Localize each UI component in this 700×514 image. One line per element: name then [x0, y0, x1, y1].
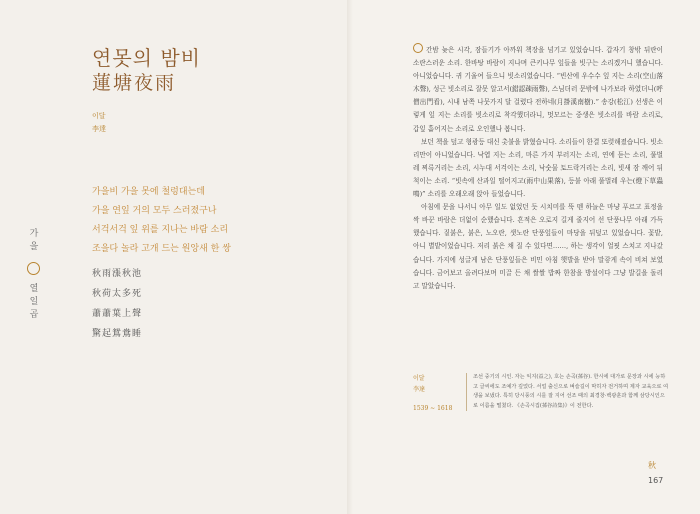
book-gutter: [347, 0, 353, 514]
poem-title-hanja: 蓮塘夜雨: [92, 72, 177, 94]
author-name-hanja: 李達: [92, 125, 106, 133]
poem-line: 秋荷太多死: [92, 289, 143, 299]
season-mark: 秋: [648, 461, 656, 470]
note-author-hanja: 李達: [413, 386, 426, 393]
season-label: 가을: [27, 228, 38, 254]
circle-icon: [27, 262, 40, 275]
poem-line: 가을 연잎 거의 모두 스러졌구나: [92, 206, 217, 216]
commentary-paragraph: 보던 책을 덮고 형광등 대신 촛불을 밝혔습니다. 소리들이 한결 또렷해졌습니다. 빗소리만이 아니었습니다. 낙엽 지는 소리, 마른 가지 부러지는 소리, 연에 듣는 소리, 풀벌레 찌륵거리는 소리, 시누대 서걱이는 소리, 낙숫물 토드락거리는 소리, 빗새 잠 깨어 뒤척이는 소리. “빗속에 산과일 떨어지고(雨中山果落), 등불 아래 풀벌레 우는(燈下草蟲鳴)” 소리를 오래오래 앉아 들었습니다.: [413, 137, 663, 199]
poem-line: 蕭蕭葉上聲: [92, 309, 143, 319]
poem-line: 驚起鴛鴦睡: [92, 329, 143, 339]
commentary-paragraph: 간밤 늦은 시각, 잠들기가 아까워 책장을 넘기고 있었습니다. 갑자기 창밖 뒤란이 소란스러운 소리. 한바탕 바람이 지나며 큰키나무 잎들을 빗구는 소리겠거니 했습니다. 아니었습니다. 귀 기울여 들으니 빗소리였습니다. “빈산에 우수수 잎 지는 소리(空山落木聲), 성근 빗소리로 잘못 알고서(錯認疎雨聲), 스님더러 문밖에 나가보라 하였더니(呼僧出門看), 시내 남쪽 나뭇가지 달 걸렸다 전하네(月掛溪南樹).” 송강(松江) 선생은 이렇게 잎 지는 소리를 빗소리로 착각했더라니, 멋모르는 중생은 빗소리를 바람 소리로, 갑잎 흩어지는 소리로 오인했나 봅니다.: [413, 43, 663, 136]
author-note-label: [413, 373, 452, 414]
poem-korean: [92, 183, 231, 259]
note-author-years: 1539 ~ 1618: [413, 405, 453, 412]
season-tab: [26, 228, 40, 322]
commentary-body: [413, 43, 663, 293]
poem-line: 가을비 가을 못에 철렁대는데: [92, 187, 205, 197]
poem-line: 조을다 놀라 고개 드는 원앙새 한 쌍: [92, 244, 231, 254]
page-number: 167: [648, 476, 664, 485]
note-author-name: 이달: [413, 375, 425, 382]
author-name-korean: 이달: [92, 112, 106, 120]
author-note-text: 조선 중기의 시인. 자는 익지(益之), 호는 손곡(蓀谷). 한시에 대가로 문장과 시에 능하고 글씨에도 조예가 깊었다. 서얼 출신으로 벼슬길이 막히자 전거하며 제자 교육으로 여생을 보냈다. 특히 당시풍의 시를 잘 지어 선조 때의 최경창·백광훈과 함께 삼당시인으로 이름을 떨쳤다. 《손곡시집(蓀谷詩集)》이 전한다.: [466, 373, 669, 411]
poem-title-korean: 연못의 밤비: [92, 46, 201, 70]
poem-line: 서걱서걱 잎 위를 지나는 바람 소리: [92, 225, 229, 235]
poem-line: 秋雨漲秋池: [92, 269, 143, 279]
poem-hanja: [92, 264, 142, 344]
commentary-paragraph: 아침에 문을 나서니 아무 일도 없었던 듯 시치미를 뚝 뗀 하늘은 마냥 푸르고 표정을 싹 바꾼 바람은 더없이 순했습니다. 흔적은 오로지 길게 줄지어 선 단풍나무 아래 가득했습니다. 짙붉은, 붉은, 노오란, 샛노란 단풍잎들이 마당을 뒤덮고 있었습니다. 꽃밭, 아니 별밭이었습니다. 저리 붉은 채 질 수 있다면……, 하는 생각이 얼핏 스치고 지나갔습니다. 가지에 성글게 남은 단풍잎들은 비민 아침 햇발을 받아 말갛게 속이 비쳐 보였습니다. 금어보고 올려다보며 미끌 든 채 쌀쌀 밥짜 한참을 방설이다 그냥 발길을 돌리고 말았습니다.: [413, 203, 663, 290]
chapter-label: 열일곱: [27, 283, 38, 322]
circle-icon: [413, 43, 423, 53]
